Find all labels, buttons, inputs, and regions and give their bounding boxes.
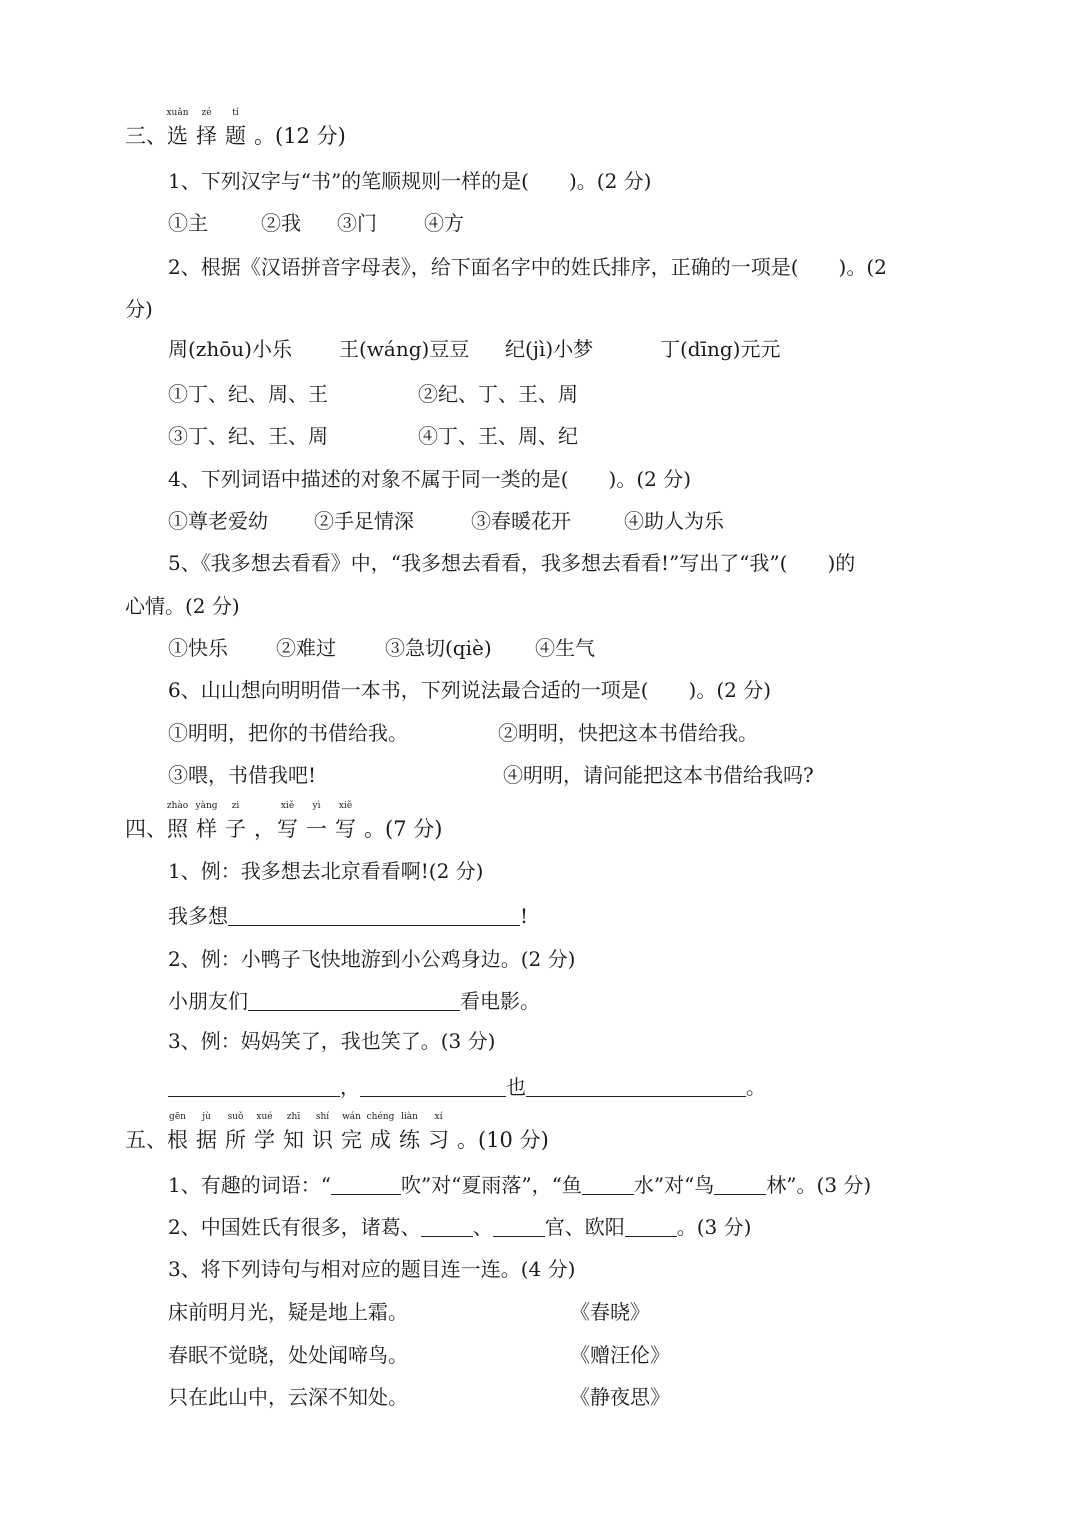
hanzi: 子 [225, 817, 246, 841]
title-char [166, 801, 189, 842]
title-char [306, 801, 327, 842]
title-char [283, 1112, 304, 1153]
section-number: 五、 [125, 1128, 167, 1152]
hanzi: 完 [341, 1128, 362, 1152]
section-title [166, 108, 254, 148]
title-char [366, 1112, 395, 1153]
pinyin: tí [232, 108, 239, 118]
pinyin: liàn [401, 1112, 418, 1122]
option[interactable]: ③春暖花开 [471, 509, 571, 533]
section-score: 。(7 分) [364, 817, 443, 841]
hanzi: 选 [167, 124, 188, 148]
option[interactable]: ①主 [168, 211, 208, 235]
q3-2-names [168, 336, 781, 362]
option[interactable]: ①快乐 [168, 636, 228, 660]
title-char [312, 1112, 333, 1153]
question-3-2: 2、根据《汉语拼音字母表》，给下面名字中的姓氏排序，正确的一项是( )。(2 [168, 255, 887, 279]
prompt-text: 小朋友们 [168, 989, 248, 1013]
q3-2-options-row1 [168, 381, 578, 407]
q3-2-options-row2 [168, 423, 578, 449]
name-item: 周(zhōu)小乐 [168, 337, 292, 361]
text-part: 2、中国姓氏有很多，诸葛、 [168, 1215, 421, 1239]
prompt-text: 我多想 [168, 904, 228, 928]
q4-1-answer-line [168, 903, 528, 929]
option[interactable]: ②难过 [276, 636, 336, 660]
pinyin: gēn [169, 1112, 186, 1122]
question-4-1: 1、例：我多想去北京看看啊!(2 分) [168, 859, 484, 883]
name-item: 纪(jì)小梦 [505, 337, 594, 361]
title-char [335, 801, 356, 842]
hanzi: 一 [306, 817, 327, 841]
poem-title[interactable]: 《春晓》 [570, 1300, 650, 1324]
hanzi: 所 [225, 1128, 246, 1152]
option[interactable]: ④助人为乐 [624, 509, 724, 533]
hanzi: 样 [196, 817, 217, 841]
hanzi: 成 [370, 1128, 391, 1152]
answer-blank[interactable] [331, 1174, 401, 1195]
option[interactable]: ④生气 [535, 636, 595, 660]
text-part: 林”。(3 分) [766, 1173, 872, 1197]
text-part: 水”对“鸟 [633, 1173, 715, 1197]
text-part: 、 [472, 1215, 493, 1239]
text-part: 官、欧阳 [544, 1215, 625, 1239]
pinyin: zi [231, 801, 240, 811]
hanzi: 识 [312, 1128, 333, 1152]
title-char [167, 1112, 188, 1153]
question-5-2 [168, 1214, 751, 1240]
title-char [166, 108, 189, 149]
answer-blank[interactable] [625, 1216, 677, 1237]
answer-blank[interactable] [493, 1216, 545, 1237]
pinyin: zé [201, 108, 212, 118]
question-3-2-cont: 分) [125, 297, 153, 321]
section-number: 四、 [125, 817, 167, 841]
pinyin: yàng [195, 801, 218, 811]
hanzi: 学 [254, 1128, 275, 1152]
question-3-6: 6、山山想向明明借一本书，下列说法最合适的一项是( )。(2 分) [168, 678, 772, 702]
pinyin: shí [315, 1112, 330, 1122]
option[interactable]: ③喂，书借我吧! [168, 763, 317, 787]
option[interactable]: ②明明，快把这本书借给我。 [498, 721, 758, 745]
poem-line[interactable]: 只在此山中，云深不知处。 [168, 1385, 408, 1409]
option[interactable]: ①尊老爱幼 [168, 509, 268, 533]
hanzi: 习 [428, 1128, 449, 1152]
answer-blank[interactable] [714, 1174, 766, 1195]
q4-2-answer-line [168, 988, 540, 1014]
answer-blank[interactable] [421, 1216, 473, 1237]
pinyin: yì [312, 801, 321, 811]
option[interactable]: ③丁、纪、王、周 [168, 424, 328, 448]
section-score: 。(12 分) [254, 124, 346, 148]
hanzi: 题 [225, 124, 246, 148]
pinyin: zhào [166, 801, 189, 811]
question-4-3: 3、例：妈妈笑了，我也笑了。(3 分) [168, 1029, 496, 1053]
text-part: 。(3 分) [676, 1215, 752, 1239]
end-text: ! [520, 904, 529, 928]
title-char [341, 1112, 362, 1153]
name-item: 丁(dīng)元元 [660, 337, 781, 361]
option[interactable]: ③门 [337, 211, 377, 235]
title-char [195, 801, 218, 842]
q3-6-options-row2 [168, 762, 814, 788]
q3-4-options [168, 508, 724, 534]
answer-blank[interactable] [360, 1076, 506, 1097]
question-3-5: 5、《我多想去看看》中，“我多想去看看，我多想去看看!”写出了“我”( )的 [168, 551, 856, 575]
question-5-1 [168, 1172, 871, 1198]
end-text: 。 [746, 1075, 766, 1099]
pinyin: xué [256, 1112, 273, 1122]
title-char [254, 1112, 275, 1153]
question-3-5-cont: 心情。(2 分) [125, 594, 240, 618]
section-number: 三、 [125, 124, 167, 148]
q3-1-options [168, 210, 464, 236]
answer-blank[interactable] [248, 990, 460, 1011]
pinyin: xuǎn [166, 108, 189, 118]
option[interactable]: ④丁、王、周、纪 [418, 424, 578, 448]
option[interactable]: ④方 [424, 211, 464, 235]
name-item: 王(wáng)豆豆 [339, 337, 470, 361]
answer-blank[interactable] [582, 1174, 634, 1195]
pinyin: jù [202, 1112, 211, 1122]
hanzi: 练 [399, 1128, 420, 1152]
title-char [399, 1112, 420, 1153]
hanzi: 写 [277, 817, 298, 841]
question-5-3: 3、将下列诗句与相对应的题目连一连。(4 分) [168, 1257, 576, 1281]
title-char [225, 801, 246, 842]
separator-text: 也 [506, 1075, 526, 1099]
pinyin: wán [342, 1112, 361, 1122]
section-title [167, 1112, 457, 1152]
title-char [196, 108, 217, 149]
option[interactable]: ③急切(qiè) [385, 636, 492, 660]
hanzi: 根 [167, 1128, 188, 1152]
hanzi: 写 [335, 817, 356, 841]
hanzi: 照 [167, 817, 188, 841]
hanzi: 知 [283, 1128, 304, 1152]
text-part: 吹”对“夏雨落”，“鱼 [400, 1173, 582, 1197]
section-title [166, 801, 364, 841]
hanzi: 择 [196, 124, 217, 148]
pinyin: chéng [366, 1112, 395, 1122]
hanzi: 据 [196, 1128, 217, 1152]
title-char [277, 801, 298, 842]
pinyin: suǒ [227, 1112, 244, 1122]
pinyin: xiě [280, 801, 295, 811]
q3-6-options-row1 [168, 720, 758, 746]
section-four-heading [125, 801, 443, 842]
poem-title[interactable]: 《赠汪伦》 [570, 1343, 670, 1367]
answer-blank[interactable] [526, 1076, 746, 1097]
answer-blank[interactable] [168, 1076, 340, 1097]
poem-title[interactable]: 《静夜思》 [570, 1385, 670, 1409]
option[interactable]: ②手足情深 [314, 509, 414, 533]
section-three-heading [125, 108, 346, 149]
pinyin: xiě [338, 801, 353, 811]
poem-line[interactable]: 床前明月光，疑是地上霜。 [168, 1300, 408, 1324]
question-3-1: 1、下列汉字与“书”的笔顺规则一样的是( )。(2 分) [168, 169, 652, 193]
q4-3-answer-line [168, 1074, 766, 1100]
title-char [196, 1112, 217, 1153]
option[interactable]: ②我 [261, 211, 301, 235]
option[interactable]: ①明明，把你的书借给我。 [168, 721, 408, 745]
title-char [225, 1112, 246, 1153]
q3-5-options [168, 635, 595, 661]
section-five-heading [125, 1112, 549, 1153]
question-4-2: 2、例：小鸭子飞快地游到小公鸡身边。(2 分) [168, 947, 576, 971]
question-3-4: 4、下列词语中描述的对象不属于同一类的是( )。(2 分) [168, 467, 692, 491]
option[interactable]: ②纪、丁、王、周 [418, 382, 578, 406]
section-score: 。(10 分) [457, 1128, 549, 1152]
title-char [428, 1112, 449, 1153]
option[interactable]: ①丁、纪、周、王 [168, 382, 328, 406]
poem-line[interactable]: 春眠不觉晓，处处闻啼鸟。 [168, 1343, 408, 1367]
title-char [254, 816, 275, 842]
separator-text: ， [340, 1075, 360, 1099]
answer-blank[interactable] [228, 905, 520, 926]
text-part: 1、有趣的词语：“ [168, 1173, 331, 1197]
title-char [225, 108, 246, 149]
option[interactable]: ④明明，请问能把这本书借给我吗? [503, 763, 814, 787]
pinyin: zhī [286, 1112, 301, 1122]
hanzi: ， [254, 817, 275, 841]
end-text: 看电影。 [460, 989, 540, 1013]
pinyin: xí [434, 1112, 443, 1122]
